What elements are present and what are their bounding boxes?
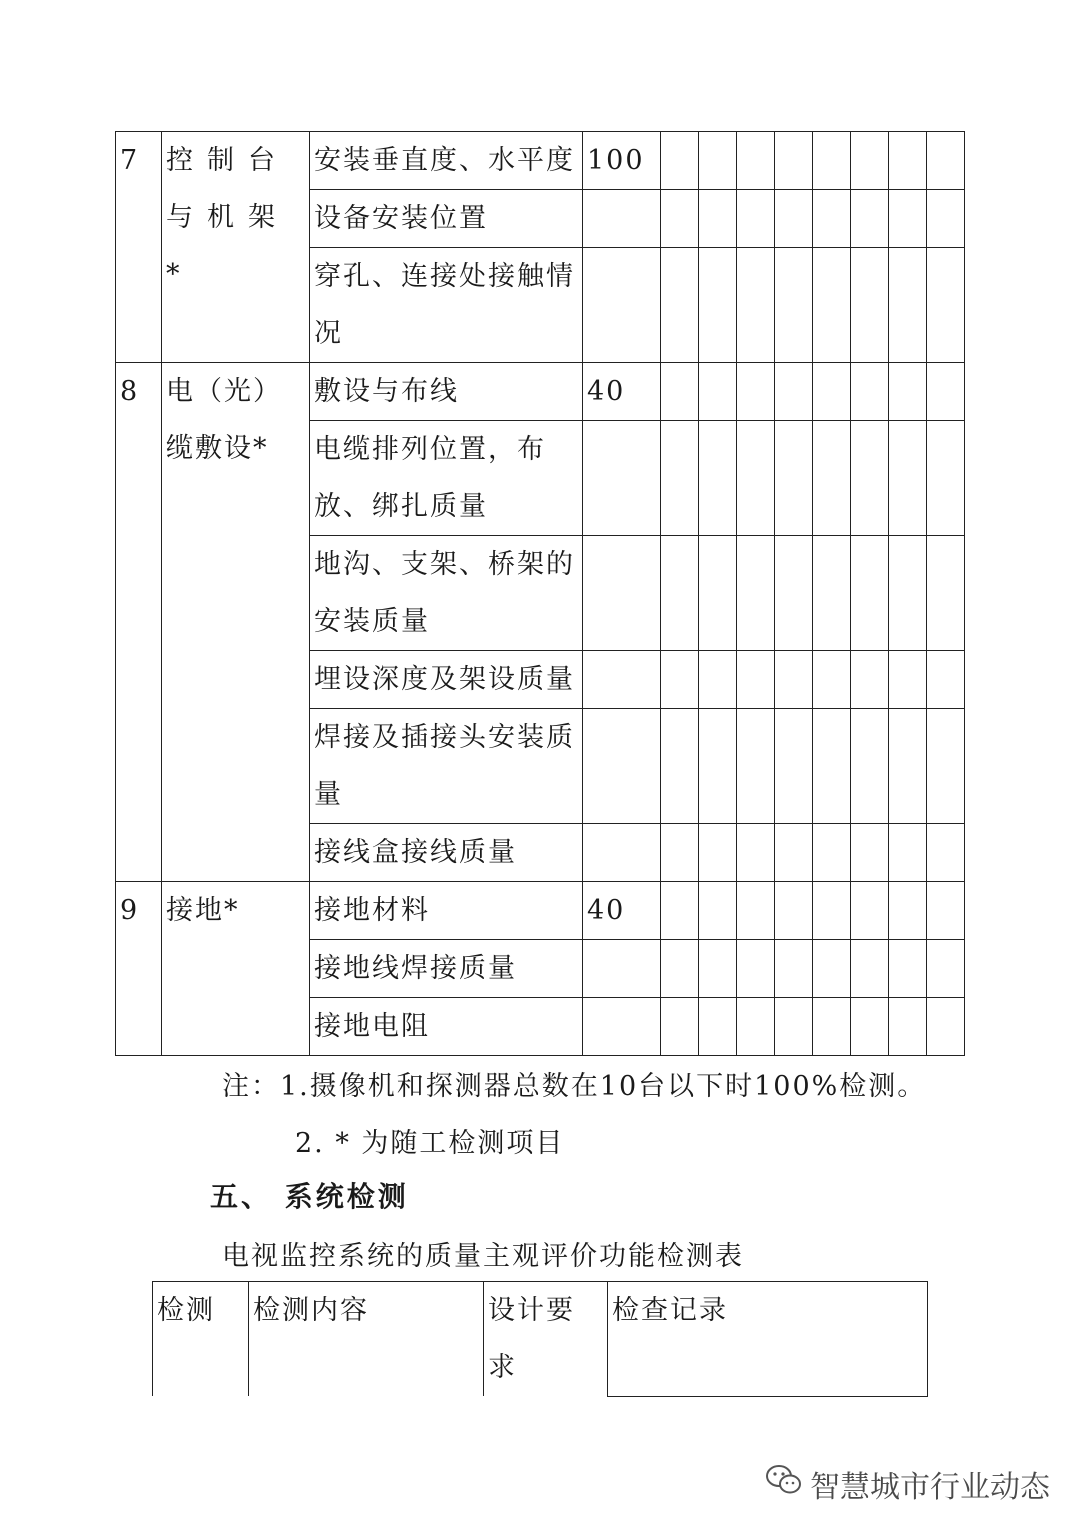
empty-cell — [737, 824, 775, 882]
empty-cell — [889, 421, 927, 536]
empty-cell — [699, 998, 737, 1056]
empty-cell — [813, 536, 851, 651]
empty-cell — [737, 882, 775, 940]
row-count — [583, 940, 661, 998]
header-cell: 检测内容 — [249, 1282, 484, 1397]
empty-cell — [927, 709, 965, 824]
empty-cell — [851, 132, 889, 190]
note-1: 注：1.摄像机和探测器总数在10台以下时100%检测。 — [222, 1071, 927, 1102]
empty-cell — [851, 536, 889, 651]
note-2: 2. * 为随工检测项目 — [295, 1128, 565, 1159]
row-content: 接地电阻 — [310, 998, 583, 1056]
empty-cell — [661, 536, 699, 651]
row-count — [583, 536, 661, 651]
empty-cell — [737, 190, 775, 248]
header-cell: 检测 — [153, 1282, 249, 1397]
empty-cell — [661, 824, 699, 882]
empty-cell — [699, 824, 737, 882]
empty-cell — [699, 709, 737, 824]
empty-cell — [775, 824, 813, 882]
empty-cell — [851, 248, 889, 363]
empty-cell — [889, 709, 927, 824]
empty-cell — [661, 940, 699, 998]
row-count — [583, 998, 661, 1056]
empty-cell — [889, 998, 927, 1056]
empty-cell — [737, 998, 775, 1056]
empty-cell — [889, 940, 927, 998]
row-item: 控制台与机架* — [162, 132, 310, 363]
empty-cell — [661, 709, 699, 824]
header-cell: 设计要求 — [484, 1282, 608, 1397]
row-item: 电（光）缆敷设* — [162, 363, 310, 882]
empty-cell — [737, 536, 775, 651]
empty-cell — [699, 536, 737, 651]
row-count: 40 — [583, 363, 661, 421]
empty-cell — [851, 651, 889, 709]
empty-cell — [661, 190, 699, 248]
empty-cell — [851, 363, 889, 421]
empty-cell — [889, 882, 927, 940]
row-content: 埋设深度及架设质量 — [310, 651, 583, 709]
empty-cell — [851, 824, 889, 882]
empty-cell — [927, 651, 965, 709]
empty-cell — [851, 709, 889, 824]
inspection-table — [115, 131, 965, 1056]
empty-cell — [813, 190, 851, 248]
row-count — [583, 709, 661, 824]
empty-cell — [927, 248, 965, 363]
row-no: 9 — [116, 882, 162, 1056]
empty-cell — [927, 940, 965, 998]
empty-cell — [927, 190, 965, 248]
empty-cell — [775, 709, 813, 824]
empty-cell — [927, 824, 965, 882]
empty-cell — [813, 709, 851, 824]
empty-cell — [775, 248, 813, 363]
empty-cell — [927, 998, 965, 1056]
empty-cell — [851, 882, 889, 940]
row-no: 8 — [116, 363, 162, 882]
row-count — [583, 248, 661, 363]
header-cell: 检查记录 — [608, 1282, 928, 1397]
empty-cell — [775, 536, 813, 651]
row-content: 安装垂直度、水平度 — [310, 132, 583, 190]
row-count — [583, 190, 661, 248]
empty-cell — [775, 190, 813, 248]
watermark-text: 智慧城市行业动态 — [810, 1470, 1050, 1505]
empty-cell — [661, 248, 699, 363]
table-title: 电视监控系统的质量主观评价功能检测表 — [222, 1241, 744, 1272]
empty-cell — [813, 940, 851, 998]
empty-cell — [889, 824, 927, 882]
empty-cell — [927, 363, 965, 421]
empty-cell — [813, 824, 851, 882]
empty-cell — [889, 190, 927, 248]
empty-cell — [813, 363, 851, 421]
empty-cell — [889, 363, 927, 421]
row-content: 接地线焊接质量 — [310, 940, 583, 998]
empty-cell — [737, 248, 775, 363]
empty-cell — [737, 651, 775, 709]
row-content: 电缆排列位置，布放、绑扎质量 — [310, 421, 583, 536]
empty-cell — [699, 190, 737, 248]
empty-cell — [813, 248, 851, 363]
row-content: 接地材料 — [310, 882, 583, 940]
evaluation-table — [152, 1281, 928, 1397]
empty-cell — [661, 132, 699, 190]
empty-cell — [851, 190, 889, 248]
empty-cell — [851, 421, 889, 536]
empty-cell — [851, 940, 889, 998]
empty-cell — [927, 132, 965, 190]
empty-cell — [813, 882, 851, 940]
empty-cell — [889, 132, 927, 190]
row-content: 设备安装位置 — [310, 190, 583, 248]
empty-cell — [927, 421, 965, 536]
empty-cell — [699, 363, 737, 421]
row-content: 焊接及插接头安装质量 — [310, 709, 583, 824]
empty-cell — [927, 536, 965, 651]
empty-cell — [737, 421, 775, 536]
row-content: 敷设与布线 — [310, 363, 583, 421]
empty-cell — [851, 998, 889, 1056]
empty-cell — [813, 651, 851, 709]
row-item: 接地* — [162, 882, 310, 1056]
empty-cell — [699, 421, 737, 536]
row-count: 100 — [583, 132, 661, 190]
row-content: 穿孔、连接处接触情况 — [310, 248, 583, 363]
empty-cell — [661, 882, 699, 940]
row-count — [583, 824, 661, 882]
wechat-icon — [764, 1463, 804, 1505]
empty-cell — [775, 651, 813, 709]
empty-cell — [699, 248, 737, 363]
empty-cell — [813, 132, 851, 190]
row-count — [583, 651, 661, 709]
empty-cell — [775, 998, 813, 1056]
section-heading: 五、 系统检测 — [210, 1180, 409, 1213]
row-count: 40 — [583, 882, 661, 940]
empty-cell — [737, 132, 775, 190]
empty-cell — [699, 882, 737, 940]
empty-cell — [661, 363, 699, 421]
empty-cell — [889, 248, 927, 363]
empty-cell — [737, 709, 775, 824]
empty-cell — [889, 536, 927, 651]
empty-cell — [775, 132, 813, 190]
empty-cell — [661, 998, 699, 1056]
row-content: 接线盒接线质量 — [310, 824, 583, 882]
row-count — [583, 421, 661, 536]
empty-cell — [775, 882, 813, 940]
row-content: 地沟、支架、桥架的安装质量 — [310, 536, 583, 651]
empty-cell — [775, 421, 813, 536]
empty-cell — [927, 882, 965, 940]
empty-cell — [737, 363, 775, 421]
watermark — [764, 1462, 1050, 1506]
empty-cell — [661, 421, 699, 536]
empty-cell — [775, 940, 813, 998]
empty-cell — [699, 940, 737, 998]
empty-cell — [699, 132, 737, 190]
empty-cell — [889, 651, 927, 709]
empty-cell — [775, 363, 813, 421]
empty-cell — [737, 940, 775, 998]
empty-cell — [699, 651, 737, 709]
empty-cell — [661, 651, 699, 709]
empty-cell — [813, 421, 851, 536]
row-no: 7 — [116, 132, 162, 363]
empty-cell — [813, 998, 851, 1056]
